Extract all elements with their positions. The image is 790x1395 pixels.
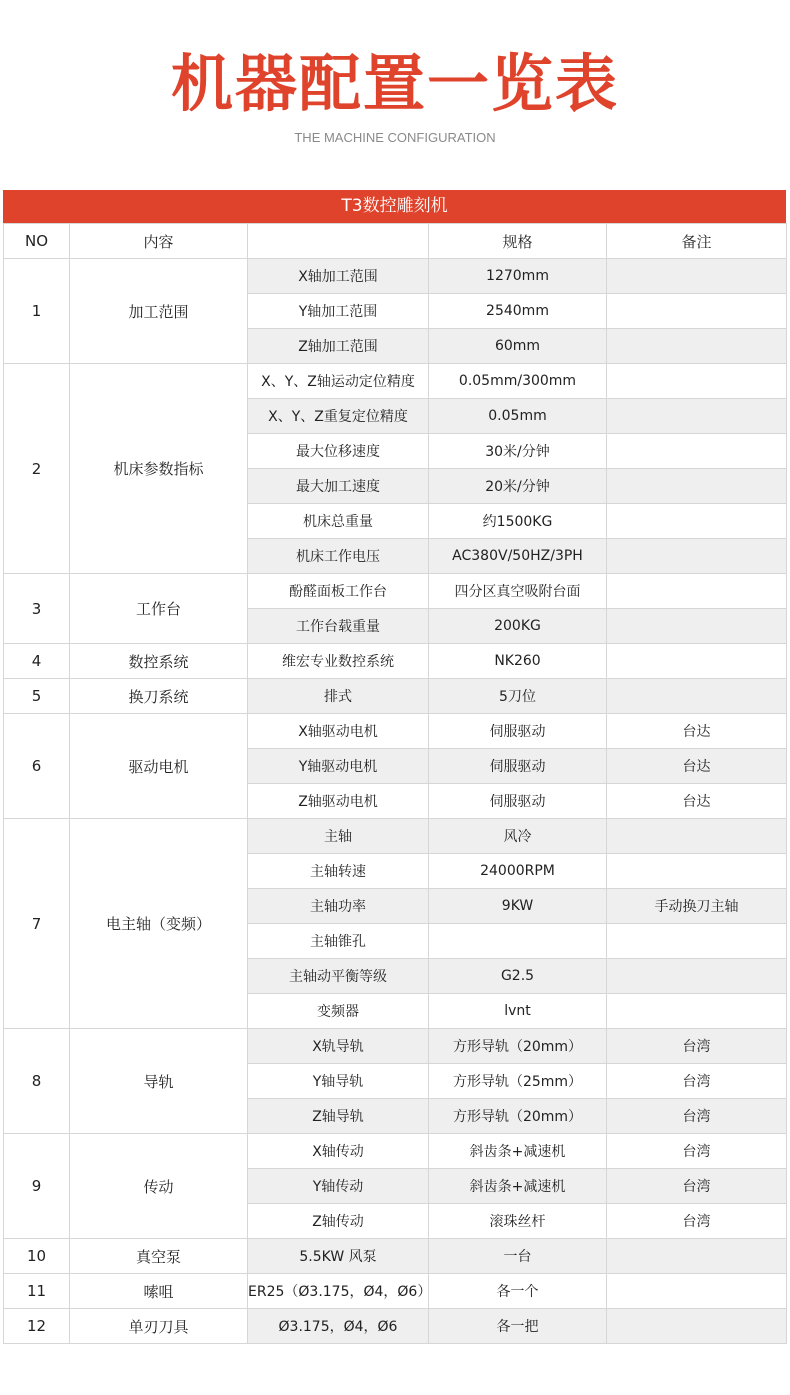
note-cell: 台达 xyxy=(607,749,787,784)
spec-cell: G2.5 xyxy=(429,959,607,994)
spec-cell: 各一把 xyxy=(429,1309,607,1344)
item-cell: Ø3.175，Ø4，Ø6 xyxy=(248,1309,429,1344)
group-name: 换刀系统 xyxy=(70,679,248,714)
spec-cell: 滚珠丝杆 xyxy=(429,1204,607,1239)
table-row xyxy=(4,574,787,609)
spec-cell xyxy=(429,924,607,959)
group-name: 驱动电机 xyxy=(70,714,248,819)
item-cell: 5.5KW 风泵 xyxy=(248,1239,429,1274)
note-cell: 手动换刀主轴 xyxy=(607,889,787,924)
group-name: 传动 xyxy=(70,1134,248,1239)
spec-cell: 30米/分钟 xyxy=(429,434,607,469)
note-cell: 台湾 xyxy=(607,1134,787,1169)
spec-cell: 1270mm xyxy=(429,259,607,294)
note-cell xyxy=(607,504,787,539)
note-cell xyxy=(607,399,787,434)
spec-cell: 四分区真空吸附台面 xyxy=(429,574,607,609)
row-number: 10 xyxy=(4,1239,70,1274)
item-cell: 机床工作电压 xyxy=(248,539,429,574)
spec-cell: NK260 xyxy=(429,644,607,679)
spec-cell: 2540mm xyxy=(429,294,607,329)
item-cell: 排式 xyxy=(248,679,429,714)
row-number: 4 xyxy=(4,644,70,679)
config-table xyxy=(3,223,787,1344)
header-spec: 规格 xyxy=(429,224,607,259)
note-cell xyxy=(607,924,787,959)
item-cell: Z轴驱动电机 xyxy=(248,784,429,819)
item-cell: X轴传动 xyxy=(248,1134,429,1169)
note-cell: 台湾 xyxy=(607,1064,787,1099)
spec-cell: 200KG xyxy=(429,609,607,644)
spec-cell: 24000RPM xyxy=(429,854,607,889)
item-cell: Y轴加工范围 xyxy=(248,294,429,329)
spec-cell: 0.05mm xyxy=(429,399,607,434)
note-cell xyxy=(607,1274,787,1309)
table-row xyxy=(4,1134,787,1169)
item-cell: 酚醛面板工作台 xyxy=(248,574,429,609)
group-name: 导轨 xyxy=(70,1029,248,1134)
row-number: 9 xyxy=(4,1134,70,1239)
config-table-container xyxy=(3,190,786,1344)
group-name: 嗦咀 xyxy=(70,1274,248,1309)
table-row xyxy=(4,819,787,854)
note-cell xyxy=(607,259,787,294)
item-cell: 最大加工速度 xyxy=(248,469,429,504)
item-cell: 工作台载重量 xyxy=(248,609,429,644)
item-cell: 变频器 xyxy=(248,994,429,1029)
note-cell xyxy=(607,644,787,679)
row-number: 8 xyxy=(4,1029,70,1134)
group-name: 工作台 xyxy=(70,574,248,644)
spec-cell: 20米/分钟 xyxy=(429,469,607,504)
item-cell: 主轴锥孔 xyxy=(248,924,429,959)
item-cell: Z轴导轨 xyxy=(248,1099,429,1134)
spec-cell: 60mm xyxy=(429,329,607,364)
row-number: 3 xyxy=(4,574,70,644)
item-cell: X、Y、Z轴运动定位精度 xyxy=(248,364,429,399)
spec-cell: 0.05mm/300mm xyxy=(429,364,607,399)
spec-cell: 方形导轨（20mm） xyxy=(429,1099,607,1134)
spec-cell: 约1500KG xyxy=(429,504,607,539)
note-cell: 台达 xyxy=(607,784,787,819)
group-name: 数控系统 xyxy=(70,644,248,679)
item-cell: X轴加工范围 xyxy=(248,259,429,294)
item-cell: 机床总重量 xyxy=(248,504,429,539)
table-row xyxy=(4,364,787,399)
table-row xyxy=(4,1239,787,1274)
note-cell xyxy=(607,539,787,574)
item-cell: 主轴动平衡等级 xyxy=(248,959,429,994)
item-cell: X轴驱动电机 xyxy=(248,714,429,749)
spec-cell: 斜齿条+减速机 xyxy=(429,1134,607,1169)
note-cell xyxy=(607,364,787,399)
header-item xyxy=(248,224,429,259)
page-subtitle: THE MACHINE CONFIGURATION xyxy=(294,130,496,145)
group-name: 真空泵 xyxy=(70,1239,248,1274)
spec-cell: 5刀位 xyxy=(429,679,607,714)
item-cell: Z轴传动 xyxy=(248,1204,429,1239)
table-row xyxy=(4,259,787,294)
note-cell xyxy=(607,574,787,609)
table-body xyxy=(4,259,787,1344)
note-cell: 台湾 xyxy=(607,1099,787,1134)
spec-cell: 9KW xyxy=(429,889,607,924)
row-number: 1 xyxy=(4,259,70,364)
item-cell: 主轴 xyxy=(248,819,429,854)
note-cell xyxy=(607,469,787,504)
table-row xyxy=(4,714,787,749)
row-number: 2 xyxy=(4,364,70,574)
row-number: 6 xyxy=(4,714,70,819)
note-cell xyxy=(607,434,787,469)
item-cell: X轨导轨 xyxy=(248,1029,429,1064)
table-row xyxy=(4,1029,787,1064)
row-number: 12 xyxy=(4,1309,70,1344)
item-cell: 维宏专业数控系统 xyxy=(248,644,429,679)
note-cell xyxy=(607,819,787,854)
note-cell xyxy=(607,679,787,714)
item-cell: Z轴加工范围 xyxy=(248,329,429,364)
table-row xyxy=(4,679,787,714)
group-name: 电主轴（变频） xyxy=(70,819,248,1029)
spec-cell: 各一个 xyxy=(429,1274,607,1309)
spec-cell: AC380V/50HZ/3PH xyxy=(429,539,607,574)
table-caption: T3数控雕刻机 xyxy=(3,190,786,223)
spec-cell: lvnt xyxy=(429,994,607,1029)
spec-cell: 斜齿条+减速机 xyxy=(429,1169,607,1204)
item-cell: Y轴传动 xyxy=(248,1169,429,1204)
row-number: 7 xyxy=(4,819,70,1029)
note-cell xyxy=(607,609,787,644)
note-cell: 台湾 xyxy=(607,1029,787,1064)
row-number: 5 xyxy=(4,679,70,714)
note-cell: 台湾 xyxy=(607,1204,787,1239)
spec-cell: 方形导轨（20mm） xyxy=(429,1029,607,1064)
spec-cell: 方形导轨（25mm） xyxy=(429,1064,607,1099)
note-cell: 台湾 xyxy=(607,1169,787,1204)
spec-cell: 伺服驱动 xyxy=(429,784,607,819)
note-cell xyxy=(607,1239,787,1274)
item-cell: Y轴驱动电机 xyxy=(248,749,429,784)
item-cell: 主轴功率 xyxy=(248,889,429,924)
spec-cell: 伺服驱动 xyxy=(429,749,607,784)
item-cell: 主轴转速 xyxy=(248,854,429,889)
item-cell: X、Y、Z重复定位精度 xyxy=(248,399,429,434)
spec-cell: 伺服驱动 xyxy=(429,714,607,749)
item-cell: 最大位移速度 xyxy=(248,434,429,469)
row-number: 11 xyxy=(4,1274,70,1309)
table-header-row xyxy=(4,224,787,259)
group-name: 加工范围 xyxy=(70,259,248,364)
spec-cell: 风冷 xyxy=(429,819,607,854)
note-cell xyxy=(607,329,787,364)
header-note: 备注 xyxy=(607,224,787,259)
page-title: 机器配置一览表 xyxy=(170,47,619,120)
header-no: NO xyxy=(4,224,70,259)
group-name: 机床参数指标 xyxy=(70,364,248,574)
group-name: 单刃刀具 xyxy=(70,1309,248,1344)
note-cell xyxy=(607,294,787,329)
note-cell xyxy=(607,959,787,994)
table-row xyxy=(4,1309,787,1344)
item-cell: Y轴导轨 xyxy=(248,1064,429,1099)
table-row xyxy=(4,644,787,679)
note-cell: 台达 xyxy=(607,714,787,749)
note-cell xyxy=(607,854,787,889)
header-content: 内容 xyxy=(70,224,248,259)
item-cell: ER25（Ø3.175，Ø4，Ø6） xyxy=(248,1274,429,1309)
note-cell xyxy=(607,994,787,1029)
note-cell xyxy=(607,1309,787,1344)
spec-cell: 一台 xyxy=(429,1239,607,1274)
table-row xyxy=(4,1274,787,1309)
